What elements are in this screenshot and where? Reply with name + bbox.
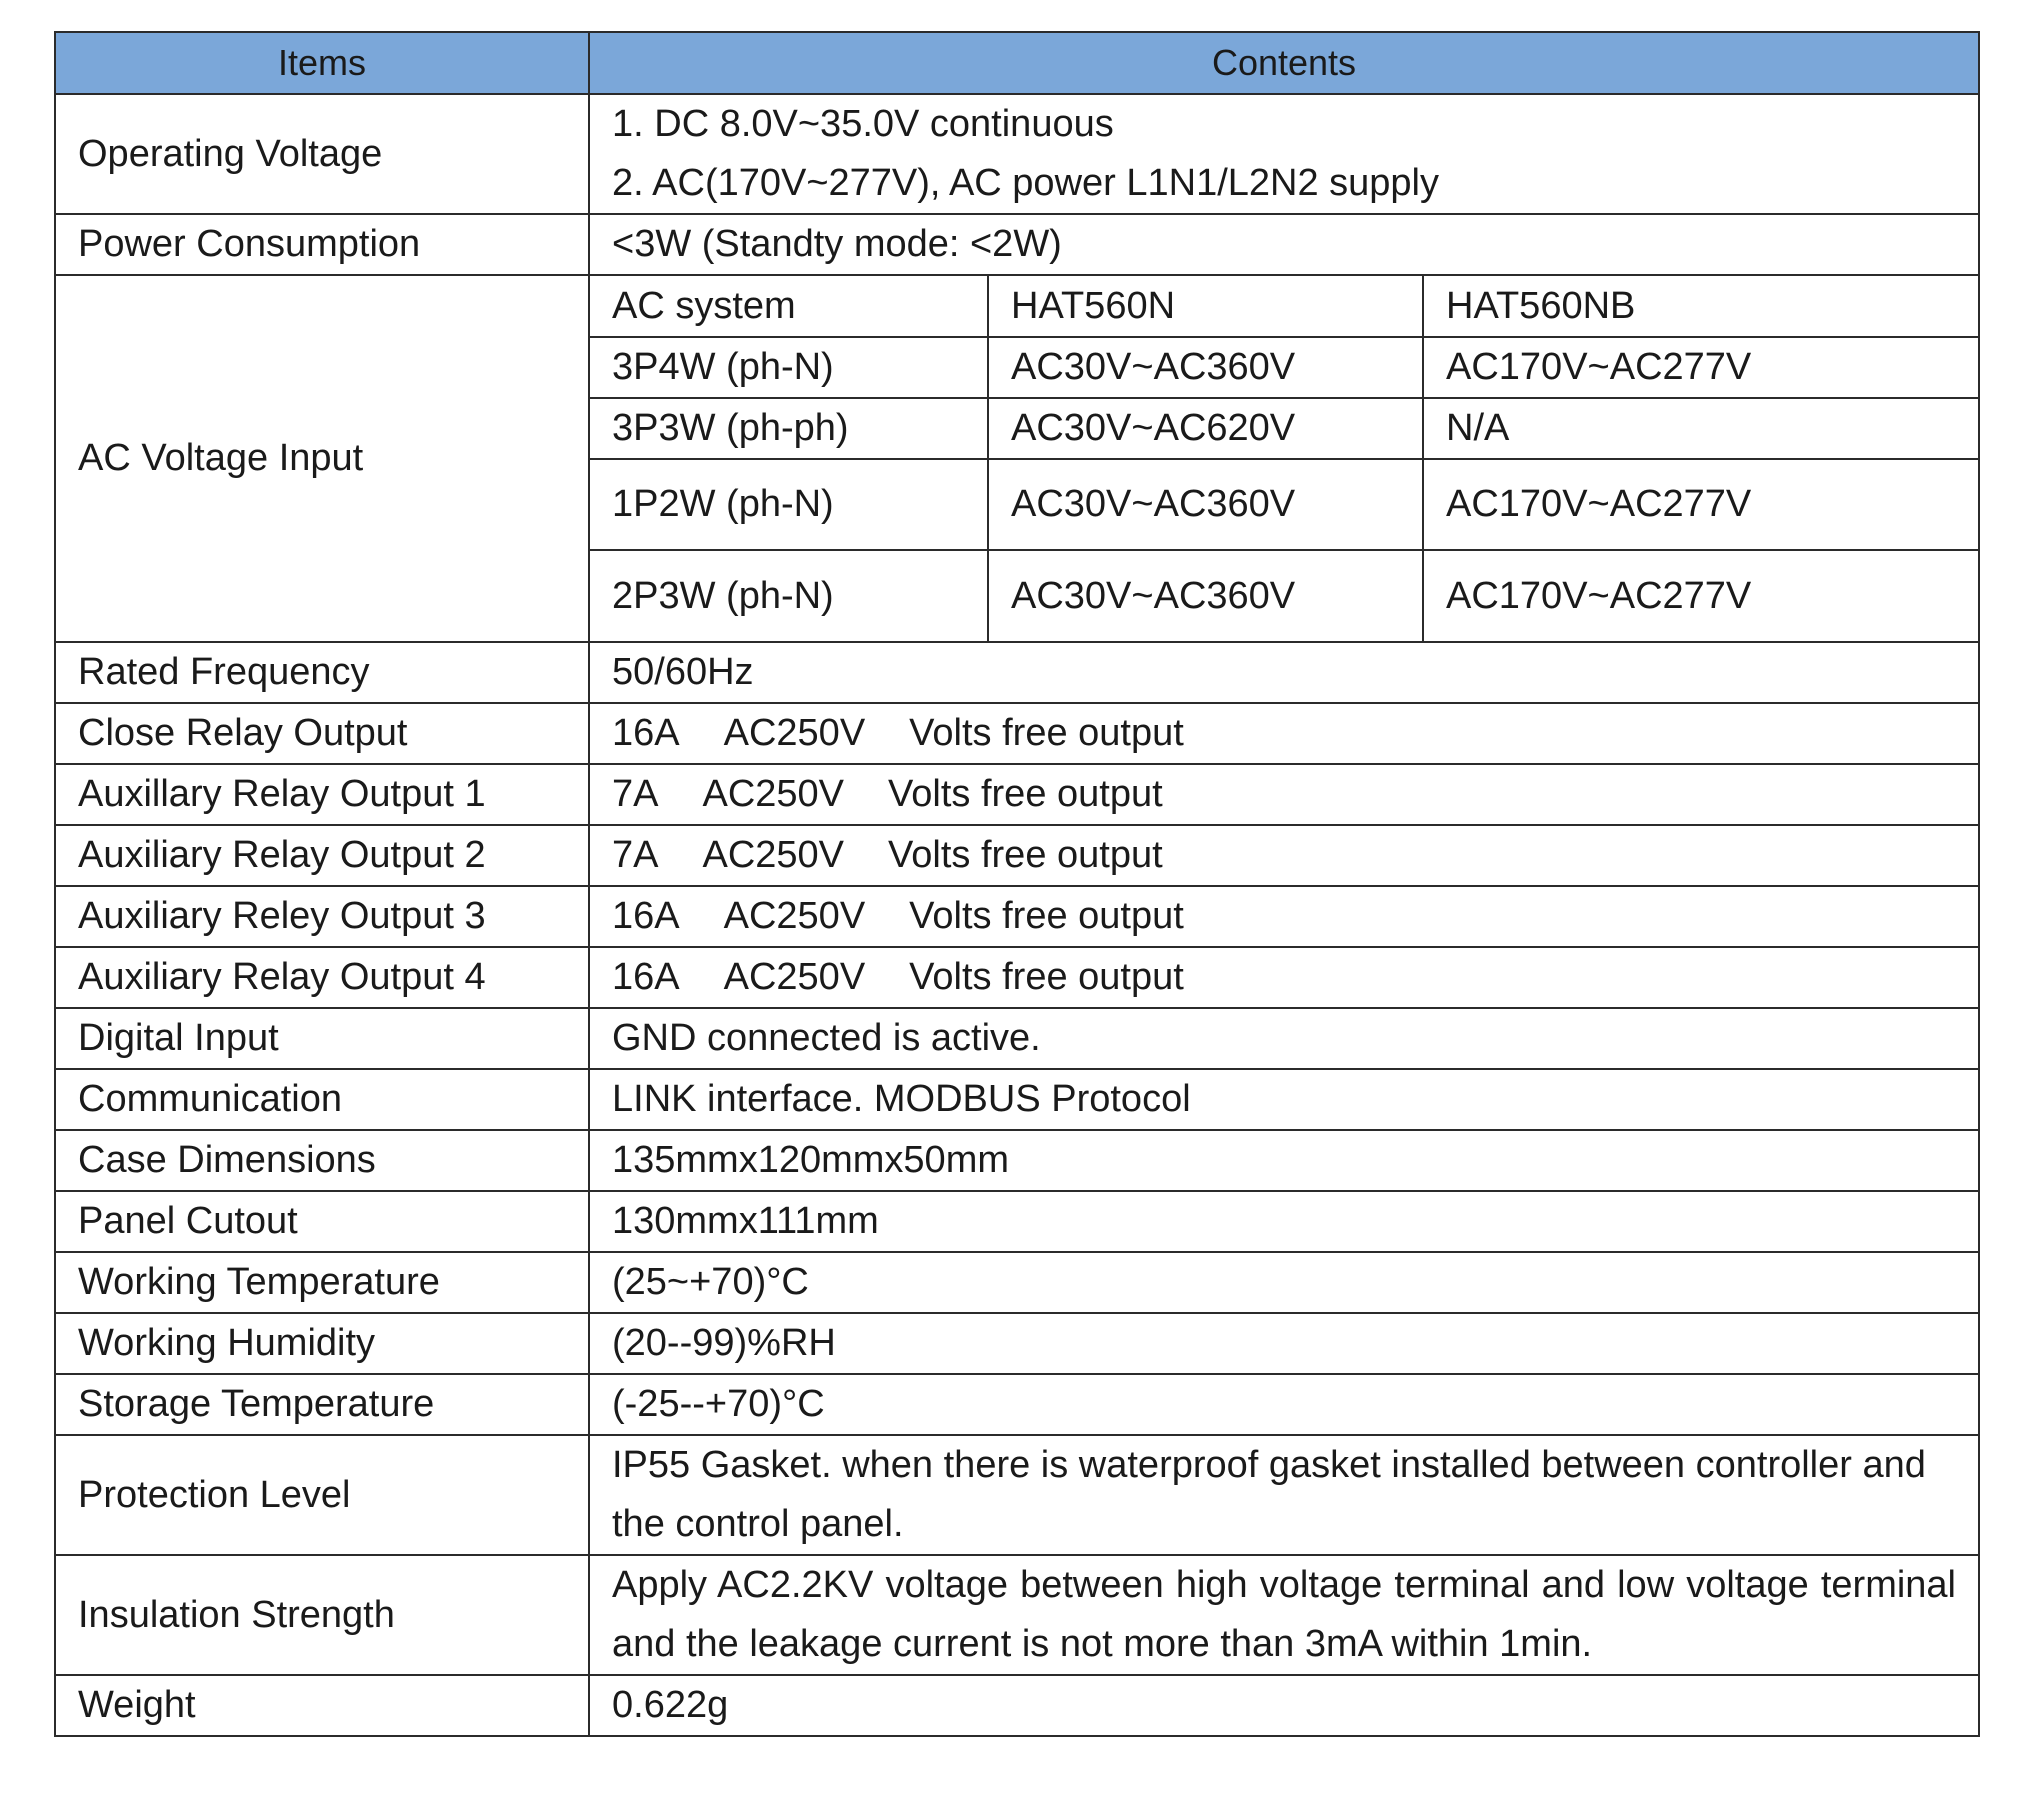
table-row xyxy=(55,642,1979,703)
table-row xyxy=(55,1130,1979,1191)
subtable-row xyxy=(590,550,1980,641)
table-row xyxy=(55,214,1979,275)
item-content: Apply AC2.2KV voltage between high voltage terminal and low voltage terminal and the leakage current is not more than 3mA within 1min. xyxy=(589,1555,1979,1675)
item-label: Panel Cutout xyxy=(55,1191,589,1252)
relay-current: 7A xyxy=(612,834,659,876)
item-label: Power Consumption xyxy=(55,214,589,275)
item-label: Rated Frequency xyxy=(55,642,589,703)
subtable-cell: AC30V~AC360V xyxy=(988,550,1423,641)
item-label: Operating Voltage xyxy=(55,94,589,214)
relay-current: 16A xyxy=(612,712,680,754)
item-label: Weight xyxy=(55,1675,589,1736)
content-line: 2. AC(170V~277V), AC power L1N1/L2N2 supply xyxy=(612,162,1440,204)
table-row xyxy=(55,1435,1979,1555)
subtable-cell: AC30V~AC360V xyxy=(988,337,1423,398)
content-line: 1. DC 8.0V~35.0V continuous xyxy=(612,103,1114,145)
subtable-cell: 2P3W (ph-N) xyxy=(590,550,988,641)
subtable-row xyxy=(590,398,1980,459)
item-content: 0.622g xyxy=(589,1675,1979,1736)
table-row xyxy=(55,947,1979,1008)
subtable-cell: AC170V~AC277V xyxy=(1423,459,1980,550)
table-row xyxy=(55,1313,1979,1374)
item-content xyxy=(589,703,1979,764)
table-row xyxy=(55,886,1979,947)
item-content: LINK interface. MODBUS Protocol xyxy=(589,1069,1979,1130)
item-label: Communication xyxy=(55,1069,589,1130)
relay-desc: Volts free output xyxy=(888,834,1163,876)
item-label: Close Relay Output xyxy=(55,703,589,764)
item-content xyxy=(589,947,1979,1008)
item-label: Protection Level xyxy=(55,1435,589,1555)
header-items: Items xyxy=(55,32,589,94)
subtable-cell: AC30V~AC360V xyxy=(988,459,1423,550)
item-label: AC Voltage Input xyxy=(55,275,589,642)
relay-desc: Volts free output xyxy=(909,712,1184,754)
relay-current: 16A xyxy=(612,895,680,937)
item-label: Case Dimensions xyxy=(55,1130,589,1191)
subtable-cell: 3P4W (ph-N) xyxy=(590,337,988,398)
spec-table xyxy=(54,31,1980,1737)
subtable-cell: AC170V~AC277V xyxy=(1423,337,1980,398)
table-row xyxy=(55,1069,1979,1130)
item-content xyxy=(589,764,1979,825)
item-label: Auxiliary Reley Output 3 xyxy=(55,886,589,947)
item-label: Auxiliary Relay Output 4 xyxy=(55,947,589,1008)
table-row xyxy=(55,703,1979,764)
item-content: 135mmx120mmx50mm xyxy=(589,1130,1979,1191)
item-label: Digital Input xyxy=(55,1008,589,1069)
item-label: Storage Temperature xyxy=(55,1374,589,1435)
table-row xyxy=(55,764,1979,825)
subtable-cell: N/A xyxy=(1423,398,1980,459)
item-content: (-25--+70)°C xyxy=(589,1374,1979,1435)
table-row xyxy=(55,1252,1979,1313)
item-content xyxy=(589,94,1979,214)
item-content: <3W (Standty mode: <2W) xyxy=(589,214,1979,275)
item-content xyxy=(589,886,1979,947)
subtable-cell: AC170V~AC277V xyxy=(1446,574,1752,617)
table-row xyxy=(55,94,1979,214)
table-row xyxy=(55,1008,1979,1069)
item-label: Working Temperature xyxy=(55,1252,589,1313)
relay-desc: Volts free output xyxy=(909,895,1184,937)
item-label: Insulation Strength xyxy=(55,1555,589,1675)
subtable-row xyxy=(590,459,1980,550)
table-row xyxy=(55,1555,1979,1675)
item-content xyxy=(589,825,1979,886)
header-contents: Contents xyxy=(589,32,1979,94)
subtable-cell: 3P3W (ph-ph) xyxy=(590,398,988,459)
relay-desc: Volts free output xyxy=(888,773,1163,815)
item-content: IP55 Gasket. when there is waterproof gasket installed between controller and the control panel. xyxy=(589,1435,1979,1555)
item-label: Working Humidity xyxy=(55,1313,589,1374)
relay-voltage: AC250V xyxy=(702,773,845,815)
item-content: 130mmx111mm xyxy=(589,1191,1979,1252)
table-row xyxy=(55,825,1979,886)
table-row xyxy=(55,1191,1979,1252)
item-content: GND connected is active. xyxy=(589,1008,1979,1069)
relay-current: 16A xyxy=(612,956,680,998)
subtable-row xyxy=(590,337,1980,398)
table-row xyxy=(55,275,1979,642)
subtable-cell: HAT560N xyxy=(988,276,1423,337)
header-row xyxy=(55,32,1979,94)
relay-voltage: AC250V xyxy=(723,712,866,754)
relay-voltage: AC250V xyxy=(702,834,845,876)
subtable-cell: HAT560NB xyxy=(1423,276,1980,337)
subtable-cell: 1P2W (ph-N) xyxy=(590,459,988,550)
ac-voltage-subtable xyxy=(590,276,1980,641)
table-row xyxy=(55,1374,1979,1435)
relay-voltage: AC250V xyxy=(723,956,866,998)
subtable-cell: AC30V~AC620V xyxy=(988,398,1423,459)
relay-current: 7A xyxy=(612,773,659,815)
subtable-row xyxy=(590,276,1980,337)
table-row xyxy=(55,1675,1979,1736)
item-content: (25~+70)°C xyxy=(589,1252,1979,1313)
item-content: 50/60Hz xyxy=(589,642,1979,703)
ac-voltage-subtable-cell xyxy=(589,275,1979,642)
relay-voltage: AC250V xyxy=(723,895,866,937)
relay-desc: Volts free output xyxy=(909,956,1184,998)
item-label: Auxiliary Relay Output 2 xyxy=(55,825,589,886)
item-label: Auxillary Relay Output 1 xyxy=(55,764,589,825)
subtable-cell: AC system xyxy=(590,276,988,337)
item-content: (20--99)%RH xyxy=(589,1313,1979,1374)
